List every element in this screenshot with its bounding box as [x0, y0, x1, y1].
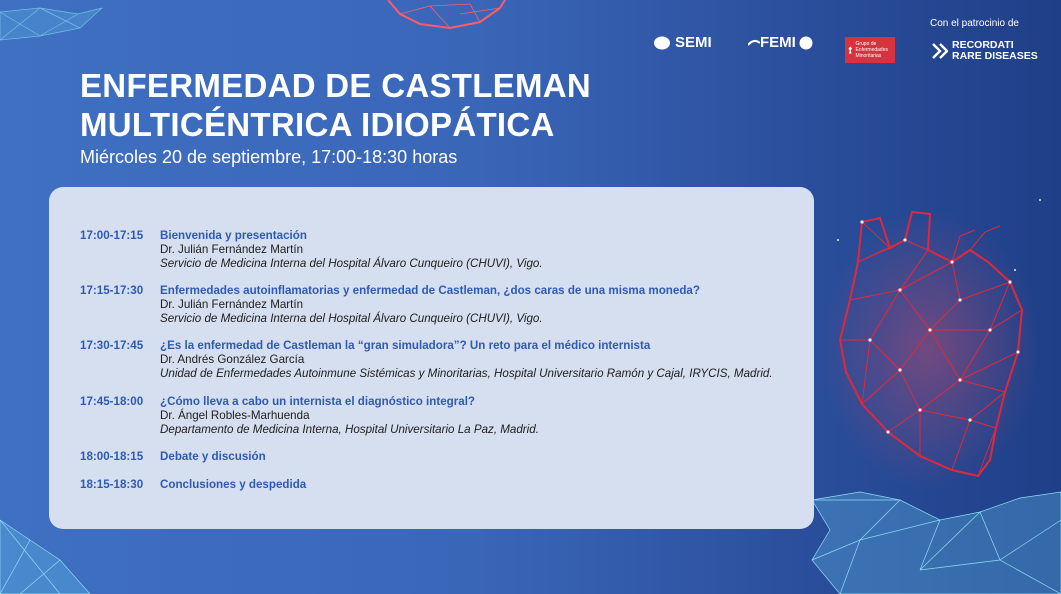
agenda-topic: ¿Cómo lleva a cabo un internista el diagnóstico integral? [160, 395, 476, 408]
semi-logo [654, 34, 712, 51]
agenda-speaker: Dr. Andrés González García [160, 353, 305, 366]
agenda-speaker: Dr. Ángel Robles-Marhuenda [160, 409, 310, 422]
femi-swoosh-icon [748, 36, 760, 50]
femi-logo [748, 34, 814, 51]
semi-circle-icon [654, 36, 672, 50]
agenda-time: 17:30-17:45 [80, 339, 144, 352]
agenda-time: 17:45-18:00 [80, 395, 144, 408]
event-title [80, 66, 680, 144]
agenda-topic: Conclusiones y despedida [160, 478, 307, 491]
agenda-topic: ¿Es la enfermedad de Castleman la “gran simuladora”? Un reto para el médico internista [160, 339, 651, 352]
agenda-time: 17:00-17:15 [80, 229, 144, 242]
agenda-speaker: Dr. Julián Fernández Martín [160, 298, 304, 311]
sponsor-label: Con el patrocinio de [930, 18, 1019, 29]
recordati-logo [932, 40, 1038, 62]
grupo-logo-text: Grupo de Enfermedades Minoritarias [855, 41, 888, 59]
recordati-mark-icon [932, 43, 948, 59]
title-line-2: MULTICÉNTRICA IDIOPÁTICA [80, 106, 555, 143]
recordati-line-1: RECORDATI [952, 39, 1014, 51]
semi-logo-text: SEMI [675, 34, 712, 51]
agenda-affiliation: Unidad de Enfermedades Autoinmune Sistémicas y Minoritarias, Hospital Universitario Ramón y Cajal, IRYCIS, Madrid. [160, 367, 773, 380]
agenda-time: 18:15-18:30 [80, 478, 144, 491]
femi-logo-text: FEMI [760, 34, 796, 51]
agenda-speaker: Dr. Julián Fernández Martín [160, 243, 304, 256]
event-date-time: Miércoles 20 de septiembre, 17:00-18:30 horas [80, 147, 458, 167]
grupo-logo [845, 37, 895, 63]
agenda-topic: Debate y discusión [160, 450, 266, 463]
top-heart-fragment [388, 0, 505, 28]
agenda-topic: Enfermedades autoinflamatorias y enfermedad de Castleman, ¿dos caras de una misma moneda? [160, 284, 700, 297]
agenda-affiliation: Servicio de Medicina Interna del Hospital Álvaro Cunqueiro (CHUVI), Vigo. [160, 312, 543, 325]
agenda-topic: Bienvenida y presentación [160, 229, 307, 242]
femi-circle-icon [798, 36, 814, 50]
agenda-affiliation: Servicio de Medicina Interna del Hospital Álvaro Cunqueiro (CHUVI), Vigo. [160, 257, 543, 270]
agenda-affiliation: Departamento de Medicina Interna, Hospital Universitario La Paz, Madrid. [160, 423, 539, 436]
grupo-figure-icon [848, 41, 852, 59]
recordati-line-2: RARE DISEASES [952, 50, 1038, 62]
bottom-right-hand-graphic [812, 492, 1061, 594]
title-line-1: ENFERMEDAD DE CASTLEMAN [80, 67, 592, 104]
bottom-left-hand-graphic [0, 520, 90, 594]
agenda-time: 18:00-18:15 [80, 450, 144, 463]
agenda-time: 17:15-17:30 [80, 284, 144, 297]
top-left-hand-graphic [0, 8, 102, 40]
